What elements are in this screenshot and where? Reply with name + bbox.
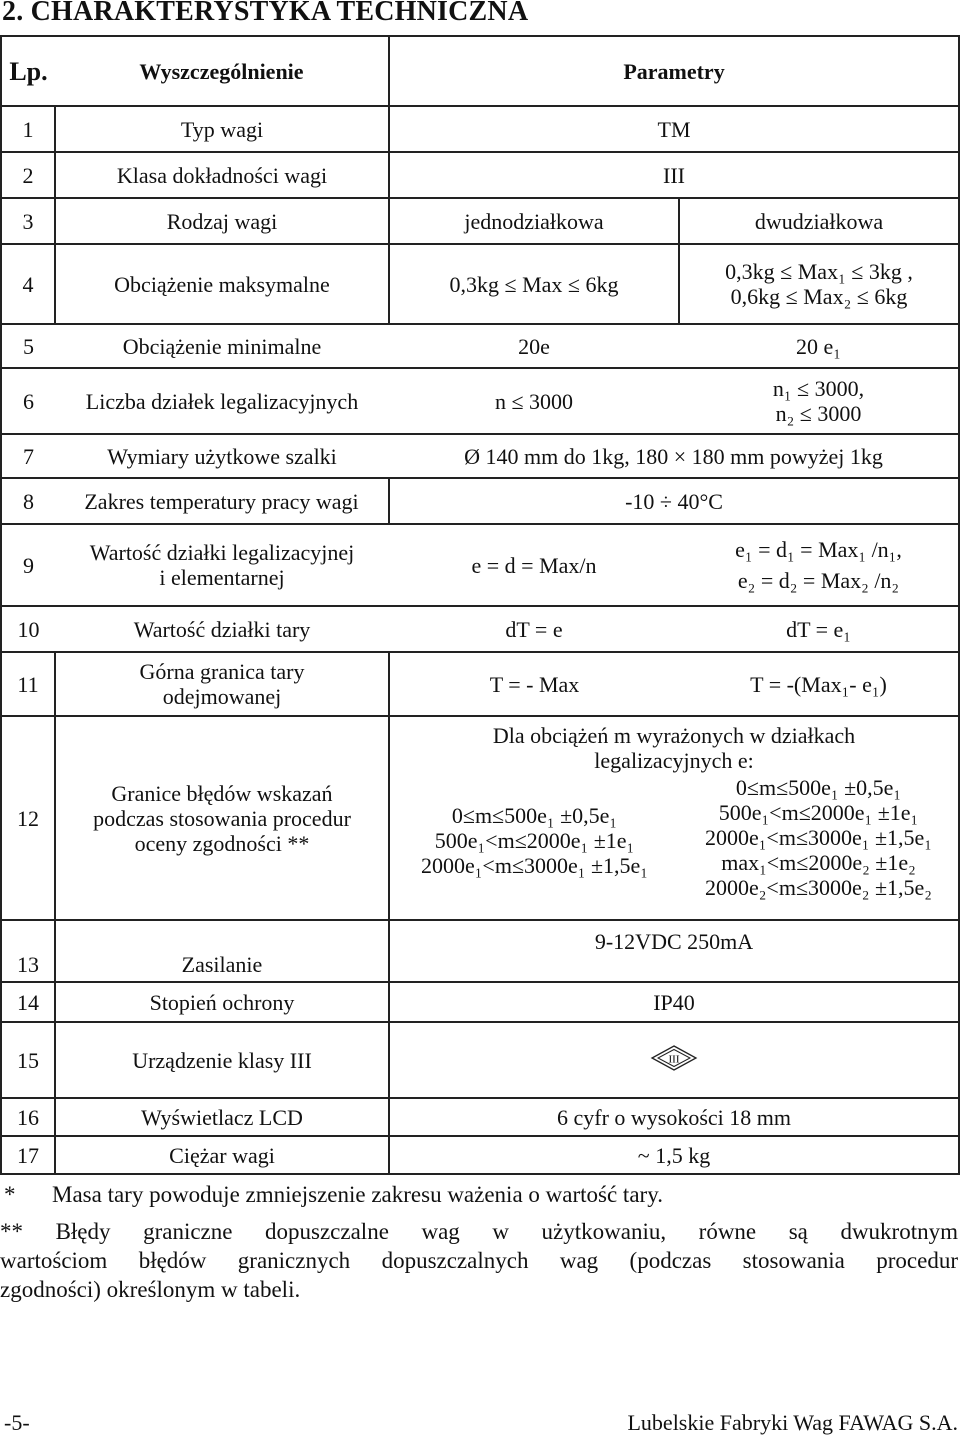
limit-line: 0≤m≤500e₁ ±0,5e₁ (735, 775, 902, 800)
row-value: -10 ÷ 40°C (389, 478, 959, 524)
label-line: i elementarnej (159, 565, 285, 590)
row-label: Ciężar wagi (55, 1136, 389, 1174)
row-label: Wymiary użytkowe szalki (55, 434, 389, 478)
row-label: Rodzaj wagi (55, 198, 389, 244)
class-iii-symbol-cell (389, 1022, 959, 1098)
value-line: n₂ ≤ 3000 (775, 401, 862, 426)
table-row (1, 716, 959, 920)
row-value: III (389, 152, 959, 198)
row-label (55, 716, 389, 920)
row-number: 11 (1, 652, 55, 716)
label-line: Wartość działki legalizacyjnej (89, 540, 355, 565)
limit-line: 0≤m≤500e₁ ±0,5e₁ (451, 803, 618, 828)
table-row (1, 1098, 959, 1136)
row-value: TM (389, 106, 959, 152)
footnote-line: zgodności) określonym w tabeli. (0, 1277, 301, 1302)
row-label: Zasilanie (55, 920, 389, 982)
row-number: 4 (1, 244, 55, 324)
row-label: Liczba działek legalizacyjnych (55, 368, 389, 434)
header-params: Parametry (389, 36, 959, 106)
row-label: Obciążenie minimalne (55, 324, 389, 368)
company-name: Lubelskie Fabryki Wag FAWAG S.A. (627, 1410, 958, 1435)
dual-interval-value (679, 524, 959, 606)
single-interval-value: jednodziałkowa (389, 198, 679, 244)
label-line: Granice błędów wskazań (111, 780, 333, 806)
value-line: 0,6kg ≤ Max₂ ≤ 6kg (730, 284, 908, 309)
row-label: Zakres temperatury pracy wagi (55, 478, 389, 524)
row-number: 5 (1, 324, 55, 368)
table-row (1, 106, 959, 152)
table-row (1, 152, 959, 198)
single-interval-value: e = d = Max/n (389, 524, 679, 606)
table-row (1, 478, 959, 524)
row-number: 17 (1, 1136, 55, 1174)
table-row (1, 982, 959, 1022)
row-number: 14 (1, 982, 55, 1022)
table-row (1, 524, 959, 606)
label-line: odejmowanej (162, 684, 282, 709)
value-line: e₁ = d₁ = Max₁ /n₁, (735, 537, 902, 562)
single-interval-value: 0,3kg ≤ Max ≤ 6kg (389, 244, 679, 324)
limit-line: 2000e₂<m≤3000e₂ ±1,5e₂ (705, 875, 932, 900)
row-label: Obciążenie maksymalne (55, 244, 389, 324)
row-number: 8 (1, 478, 55, 524)
section-heading: 2. CHARAKTERYSTYKA TECHNICZNA (2, 0, 529, 27)
row-value: Ø 140 mm do 1kg, 180 × 180 mm powyżej 1kg (389, 434, 959, 478)
footnote-line: wartościom błędów granicznych dopuszczalnych wag (podczas stosowania procedur (0, 1248, 958, 1273)
limit-line: 2000e₁<m≤3000e₁ ±1,5e₁ (705, 825, 932, 850)
row-label: Stopień ochrony (55, 982, 389, 1022)
dual-interval-value: dT = e₁ (679, 606, 959, 652)
row-value: IP40 (389, 982, 959, 1022)
error-limits-cell (389, 716, 959, 920)
table-row (1, 1022, 959, 1098)
row-number: 12 (1, 716, 55, 920)
single-interval-limits (390, 775, 679, 900)
specification-table (0, 35, 960, 1175)
row-number: 2 (1, 152, 55, 198)
footnote-text: Masa tary powoduje zmniejszenie zakresu ważenia o wartość tary. (52, 1182, 663, 1207)
table-row (1, 652, 959, 716)
row-value: 6 cyfr o wysokości 18 mm (389, 1098, 959, 1136)
single-interval-value: n ≤ 3000 (389, 368, 679, 434)
dual-interval-value (679, 368, 959, 434)
row-number: 6 (1, 368, 55, 434)
row-label (55, 524, 389, 606)
footnote-line: ** Błędy graniczne dopuszczalne wag w użytkowaniu, równe są dwukrotnym (0, 1219, 958, 1244)
intro-line: legalizacyjnych e: (594, 748, 754, 773)
table-row (1, 368, 959, 434)
limit-line: 500e₁<m≤2000e₁ ±1e₁ (434, 828, 635, 853)
row-label: Klasa dokładności wagi (55, 152, 389, 198)
row-label: Urządzenie klasy III (55, 1022, 389, 1098)
row-label: Wyświetlacz LCD (55, 1098, 389, 1136)
value-line: e₂ = d₂ = Max₂ /n₂ (737, 568, 900, 593)
dual-interval-value (679, 244, 959, 324)
single-interval-value: 20e (389, 324, 679, 368)
dual-interval-value: T = -(Max₁- e₁) (679, 652, 959, 716)
limit-line: max₁<m≤2000e₂ ±1e₂ (721, 850, 916, 875)
intro-line: Dla obciążeń m wyrażonych w działkach (492, 723, 856, 748)
table-row (1, 244, 959, 324)
label-line: oceny zgodności ** (134, 830, 310, 856)
table-row (1, 198, 959, 244)
row-number: 15 (1, 1022, 55, 1098)
row-number: 9 (1, 524, 55, 606)
header-lp: Lp. (1, 36, 55, 106)
table-header-row (1, 36, 959, 106)
row-label: Wartość działki tary (55, 606, 389, 652)
single-interval-value: dT = e (389, 606, 679, 652)
value-line: 0,3kg ≤ Max₁ ≤ 3kg , (725, 259, 913, 284)
row-number: 3 (1, 198, 55, 244)
label-line: podczas stosowania procedur (93, 805, 351, 831)
limit-line: 2000e₁<m≤3000e₁ ±1,5e₁ (421, 853, 648, 878)
row-label (55, 652, 389, 716)
class-iii-diamond-icon (650, 1044, 698, 1077)
symbol-text: III (668, 1053, 680, 1065)
footnote-tare (0, 1180, 958, 1209)
single-interval-value: T = - Max (389, 652, 679, 716)
page-number: -5- (4, 1410, 30, 1435)
table-row (1, 920, 959, 982)
dual-interval-value: dwudziałkowa (679, 198, 959, 244)
row-value: ~ 1,5 kg (389, 1136, 959, 1174)
table-row (1, 606, 959, 652)
row-number: 16 (1, 1098, 55, 1136)
header-spec: Wyszczególnienie (55, 36, 389, 106)
label-line: Górna granica tary (139, 659, 305, 684)
row-number: 13 (1, 920, 55, 982)
row-label: Typ wagi (55, 106, 389, 152)
table-row (1, 1136, 959, 1174)
footnote-mark: * (4, 1182, 16, 1207)
limit-line: 500e₁<m≤2000e₁ ±1e₁ (718, 800, 919, 825)
row-number: 7 (1, 434, 55, 478)
row-number: 10 (1, 606, 55, 652)
footnote-error-limits (0, 1217, 958, 1304)
table-row (1, 434, 959, 478)
dual-interval-limits (679, 775, 958, 900)
dual-interval-value: 20 e₁ (679, 324, 959, 368)
table-row (1, 324, 959, 368)
value-line: n₁ ≤ 3000, (772, 376, 865, 401)
row-value: 9-12VDC 250mA (389, 920, 959, 982)
row-number: 1 (1, 106, 55, 152)
